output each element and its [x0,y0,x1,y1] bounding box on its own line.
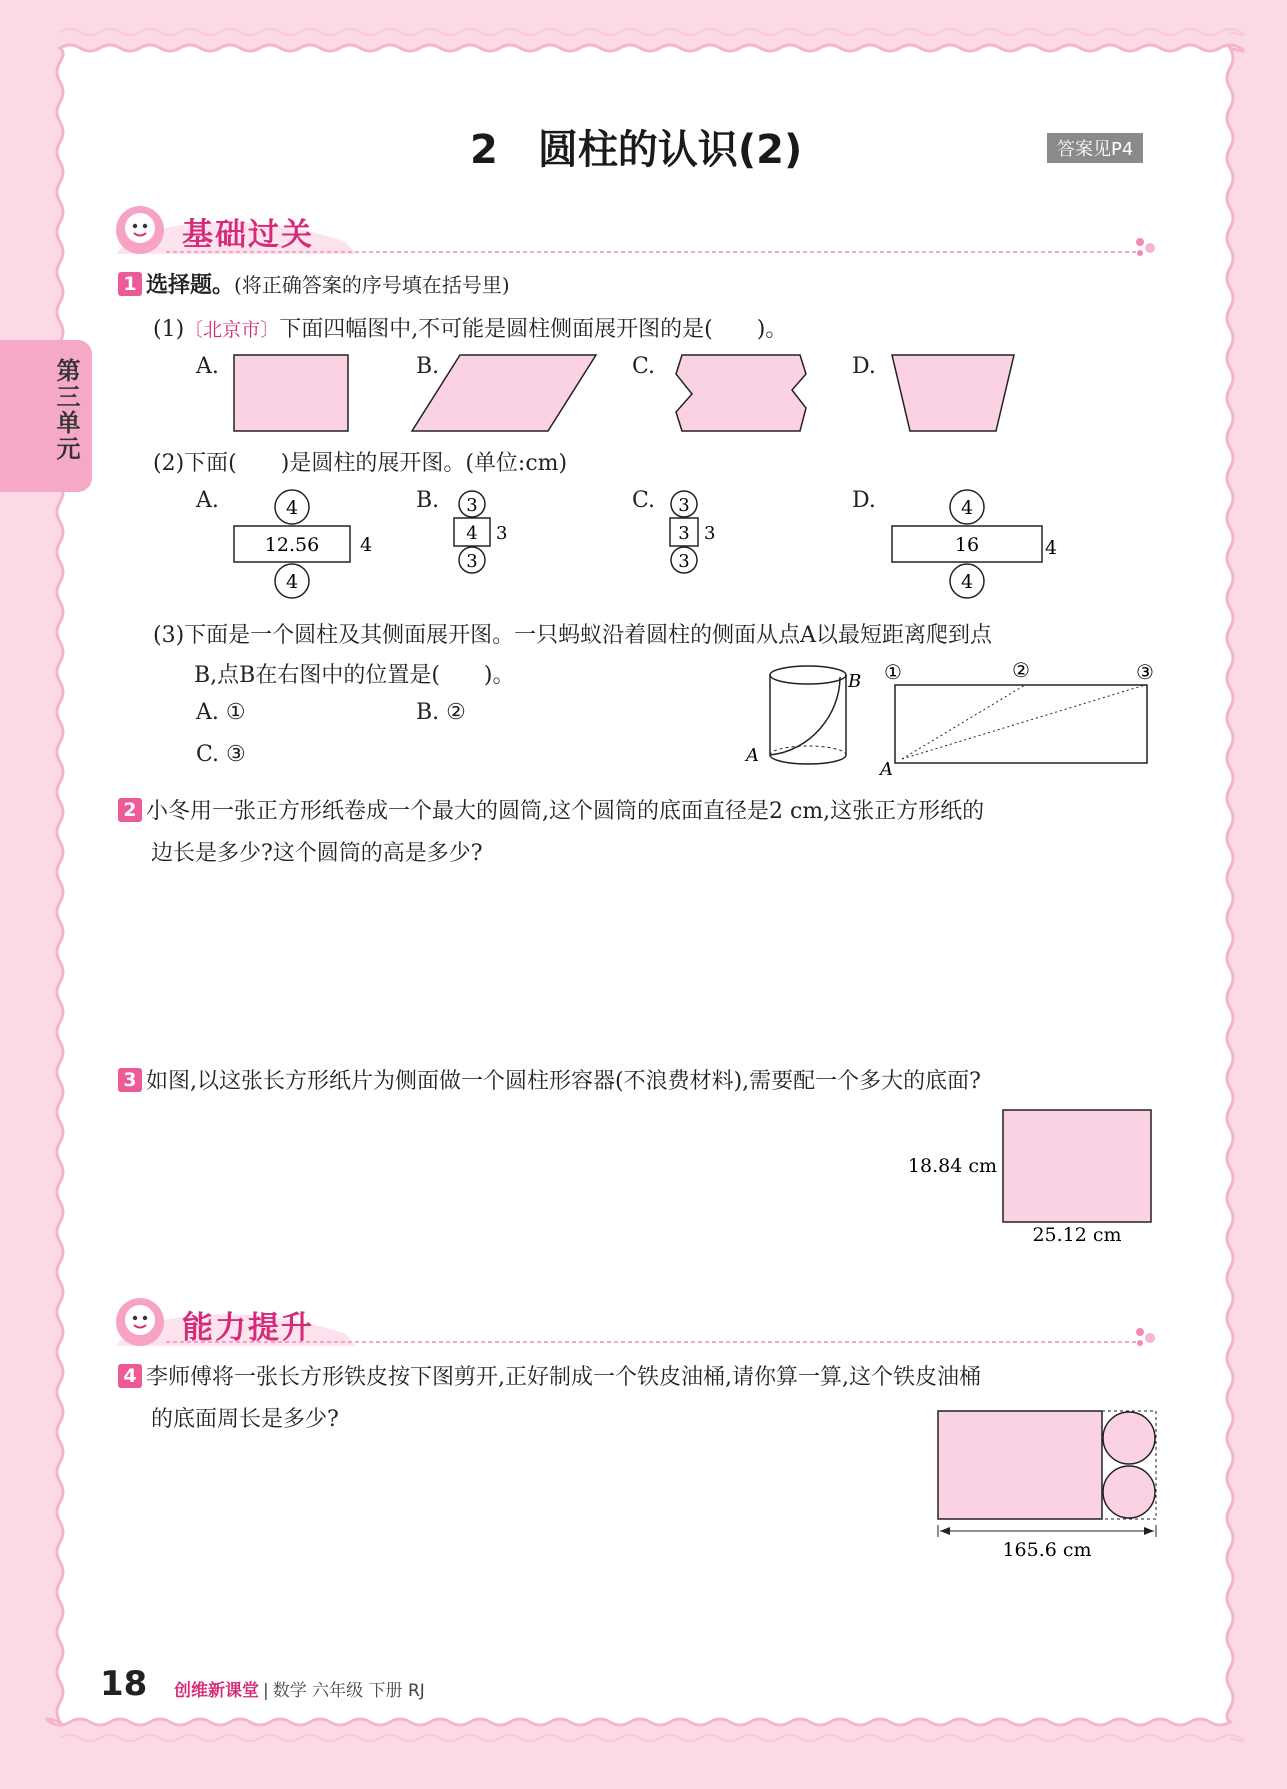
question-1-title: 选择题。 [146,273,235,298]
svg-text:③: ③ [1136,660,1154,684]
svg-text:4: 4 [285,571,299,593]
answer-space-q3[interactable] [151,1110,851,1270]
answer-space-q4[interactable] [151,1450,851,1630]
svg-text:A: A [880,759,893,780]
footer-info: 创维新课堂 | 数学 六年级 下册 RJ [174,1681,425,1701]
svg-text:25.12 cm: 25.12 cm [1032,1224,1122,1246]
question-number: 4 [118,1364,142,1388]
net-b [454,491,507,573]
page-number: 18 [100,1664,148,1704]
net-d [892,490,1057,598]
svg-text:18.84 cm: 18.84 cm [907,1155,997,1177]
svg-text:12.56: 12.56 [264,534,320,556]
option-b-label-2: B. [416,488,440,513]
svg-text:②: ② [1012,658,1030,682]
svg-text:4: 4 [960,497,974,519]
answer-reference-badge: 答案见P4 [1047,133,1143,163]
question-number: 1 [118,272,142,296]
svg-text:4: 4 [466,523,478,544]
option-c-label: C. [632,354,656,379]
option-b-label: B. [416,354,440,379]
net-c [670,491,715,573]
question-2-line-2: 边长是多少?这个圆筒的高是多少? [151,841,483,866]
svg-text:4: 4 [1045,537,1058,559]
part-prefix: (1) [153,317,185,342]
svg-text:3: 3 [678,495,690,516]
question-1-part-1 [153,312,787,343]
option-a-label-2: A. [196,488,219,513]
question-4-line-2: 的底面周长是多少? [151,1407,339,1432]
option-a-label: A. [196,354,219,379]
question-3-text: 如图,以这张长方形纸片为侧面做一个圆柱形容器(不浪费材料),需要配一个多大的底面? [146,1069,981,1094]
question-3-line [118,1064,981,1095]
side-net [878,658,1154,780]
question-1-nets [230,488,1070,606]
shape-parallelogram [412,355,596,431]
section-title-basic: 基础过关 [182,217,314,253]
svg-text:3: 3 [466,551,478,572]
page-title: 2 圆柱的认识(2) [470,127,803,173]
question-1-heading [118,268,510,299]
option-d-label-2: D. [852,488,876,513]
svg-text:3: 3 [678,523,690,544]
part-text: 下面四幅图中,不可能是圆柱侧面展开图的是( )。 [279,317,788,342]
shape-trapezoid [892,355,1014,431]
shape-zigzag [676,355,806,431]
svg-text:4: 4 [285,497,299,519]
shape-rectangle [234,355,348,431]
cylinder [744,666,861,766]
question-1-part-3-line-1: (3)下面是一个圆柱及其侧面展开图。一只蚂蚁沿着圆柱的侧面从点A以最短距离爬到点 [153,623,993,648]
question-1-part-3-line-2: B,点B在右图中的位置是( )。 [194,663,515,688]
question-1-part-2: (2)下面( )是圆柱的展开图。(单位:cm) [153,451,568,476]
question-2-line-1 [118,794,984,825]
svg-text:4: 4 [360,534,373,556]
svg-text:4: 4 [960,571,974,593]
option-d-label: D. [852,354,876,379]
source-tag: 〔北京市〕 [184,319,280,341]
svg-text:16: 16 [954,534,980,556]
question-4-text: 李师傅将一张长方形铁皮按下图剪开,正好制成一个铁皮油桶,请你算一算,这个铁皮油桶 [146,1365,981,1390]
footer-brand: 创维新课堂 [174,1681,259,1701]
question-number: 3 [118,1068,142,1092]
question-1-hint: (将正确答案的序号填在括号里) [234,273,510,297]
footer-details: 数学 六年级 下册 RJ [272,1681,425,1701]
section-title-advanced: 能力提升 [182,1310,314,1346]
svg-text:3: 3 [496,523,508,544]
question-4-line-1 [118,1360,981,1391]
option-c-label-2: C. [632,488,656,513]
net-a [234,490,372,598]
question-number: 2 [118,798,142,822]
svg-text:B: B [848,671,862,692]
svg-text:3: 3 [704,523,716,544]
svg-text:①: ① [884,660,902,684]
svg-text:A: A [746,745,759,766]
option-b-label-3: B. ② [416,700,466,725]
question-1-shapes [230,350,1030,440]
answer-space-q2[interactable] [151,880,1151,1050]
svg-text:3: 3 [466,495,478,516]
option-c-label-3: C. ③ [196,742,246,767]
option-a-label-3: A. ① [196,700,246,725]
rectangle-paper-figure [900,1105,1160,1250]
iron-sheet-figure [930,1405,1170,1565]
svg-text:3: 3 [678,551,690,572]
question-2-text: 小冬用一张正方形纸卷成一个最大的圆筒,这个圆筒的底面直径是2 cm,这张正方形纸的 [146,799,985,824]
cylinder-and-net-figure [740,655,1170,780]
svg-text:165.6 cm: 165.6 cm [1002,1539,1092,1561]
unit-side-tab-label: 第三单元 [52,358,80,462]
